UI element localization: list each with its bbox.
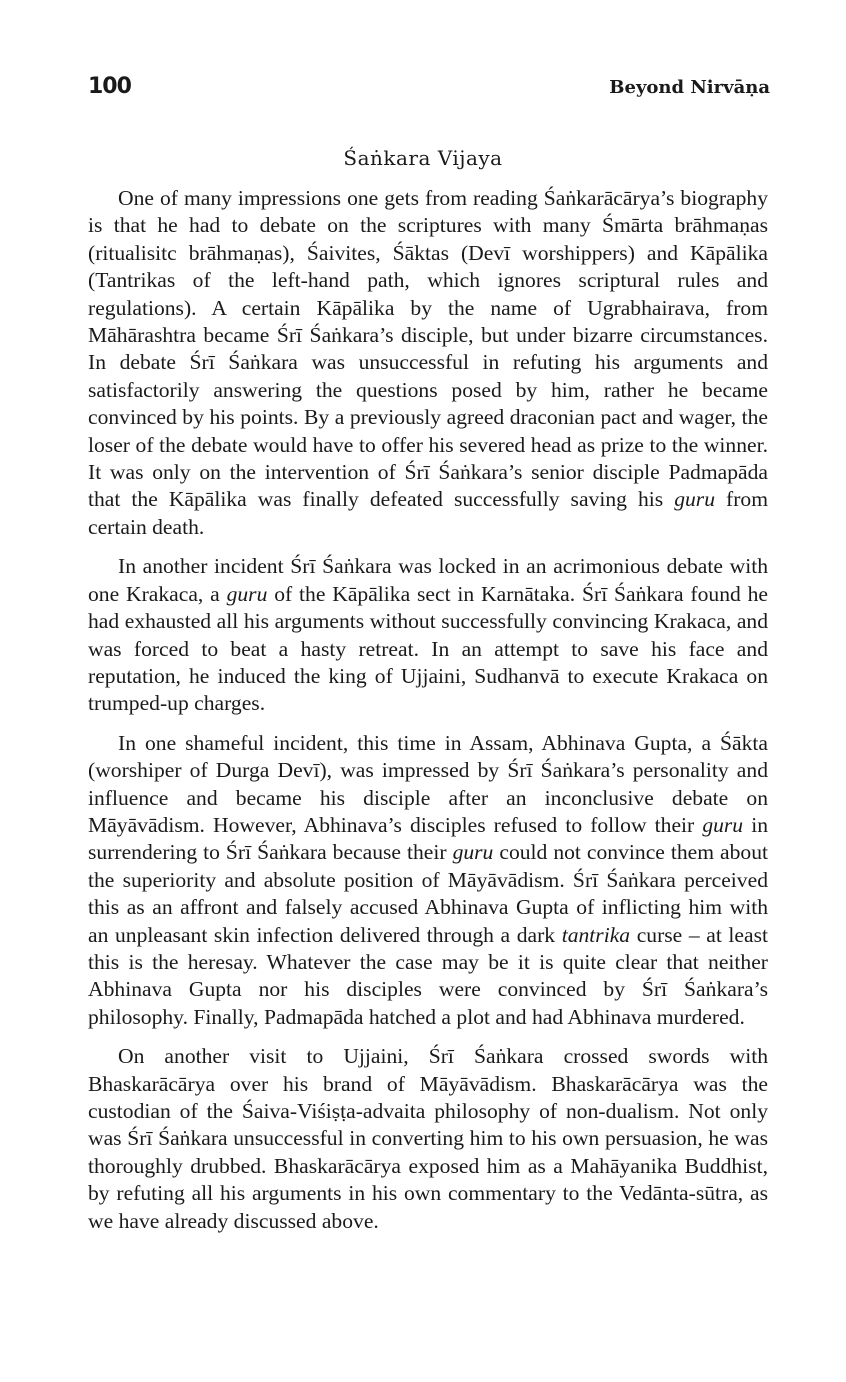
section-title: Śaṅkara Vijaya — [343, 146, 503, 170]
text-run: in surrendering to Śrī Śaṅkara because their — [88, 812, 768, 865]
text-run: could not convince them about the superiority and absolute position of Māyāvādism. Śrī Śaṅkara perceived this as an affront and falsely accused Abhinava Gupta of inflicting him with an unpleasant skin infection delivered through a dark — [88, 840, 769, 947]
text-run: of the Kāpālika sect in Karnātaka. Śrī Śaṅkara found he had exhausted all his arguments without successfully convincing Krakaca, and was forced to beat a hasty retreat. In an attempt to save his face and reputation, he induced the king of Ujjaini, Sudhanvā to execute Krakaca on trumped-up charges. — [88, 581, 768, 716]
book-title: Beyond Nirvāṇa — [609, 77, 770, 98]
paragraph — [88, 1043, 768, 1235]
text-run: On another visit to Ujjaini, Śrī Śaṅkara crossed swords with Bhaskarācārya over his brand of Māyāvādism. Bhaskarācārya was the custodian of the Śaiva-Viśiṣṭa-advaita philosophy of non-dualism. Not only was Śrī Śaṅkara unsuccessful in converting him to his own persuasion, he was thoroughly drubbed. Bhaskarācārya exposed him as a Mahāyanika Buddhist, by refuting all his arguments in his own commentary to the Vedānta-sūtra, as we have already discussed above. — [88, 1044, 768, 1233]
italic-term: guru — [674, 487, 715, 512]
text-run: One of many impressions one gets from reading Śaṅkarācārya’s biography is that he had to debate on the scriptures with many Śmārta brāhmaṇas (ritualisitc brāhmaṇas), Śaivites, Śāktas (Devī worshippers) and Kāpālika (Tantrikas of the left-hand path, which ignores scriptural rules and regulations). A certain Kāpālika by the name of Ugrabhairava, from Māhārashtra became Śrī Śaṅkara’s disciple, but under bizarre circumstances. In debate Śrī Śaṅkara was unsuccessful in refuting his arguments and satisfactorily answering the questions posed by him, rather he became convinced by his points. By a previously agreed draconian pact and wager, the loser of the debate would have to offer his severed head as prize to the winner. It was only on the intervention of Śrī Śaṅkara’s senior disciple Padmapāda that the Kāpālika was finally defeated successfully saving his — [88, 186, 768, 512]
paragraph — [88, 730, 768, 1031]
text-run: from certain death. — [88, 487, 769, 539]
running-head — [88, 74, 770, 106]
italic-term: guru — [702, 812, 744, 837]
text-run: In another incident Śrī Śaṅkara was locked in an acrimonious debate with one Krakaca, a — [88, 554, 768, 606]
body-text — [88, 185, 768, 1247]
page-number: 100 — [88, 74, 131, 99]
italic-term: guru — [226, 581, 268, 606]
text-run: curse – at least this is the heresay. Whatever the case may be it is quite clear that neither Abhinava Gupta nor his disciples were convinced by Śrī Śaṅkara’s philosophy. Finally, Padmapāda hatched a plot and had Abhinava murdered. — [88, 922, 768, 1029]
italic-term: tantrika — [561, 922, 631, 947]
paragraph — [88, 185, 768, 541]
text-run: In one shameful incident, this time in Assam, Abhinava Gupta, a Śākta (worshiper of Durga Devī), was impressed by Śrī Śaṅkara’s personality and influence and became his disciple after an inconclusive debate on Māyāvādism. However, Abhinava’s disciples refused to follow their — [88, 730, 768, 837]
paragraph — [88, 553, 768, 717]
italic-term: guru — [452, 840, 494, 865]
